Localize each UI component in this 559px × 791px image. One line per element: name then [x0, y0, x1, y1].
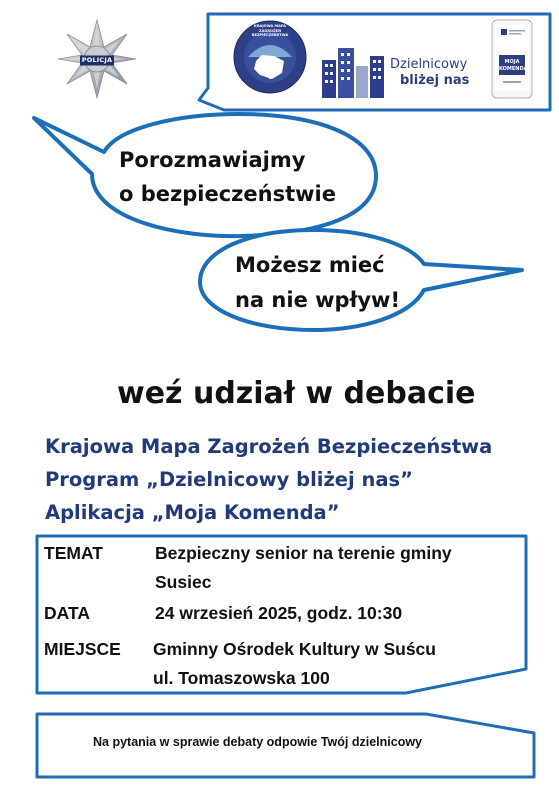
police-logo — [56, 18, 138, 100]
date-label: DATA — [44, 603, 91, 623]
program-item: Krajowa Mapa Zagrożeń Bezpieczeństwa — [45, 435, 493, 458]
bubble1-line2: o bezpieczeństwie — [119, 182, 336, 206]
city-buildings-icon — [320, 44, 386, 98]
app-label-line2: KOMENDA — [499, 66, 528, 72]
bubble2-line1: Możesz mieć — [235, 253, 385, 277]
dzielnicowy-logo — [320, 44, 484, 98]
bubble1-line1: Porozmawiajmy — [119, 148, 306, 172]
program-item: Program „Dzielnicowy bliżej nas” — [45, 468, 413, 491]
bubble2-line2: na nie wpływ! — [235, 288, 401, 312]
topic-value-line2: Susiec — [155, 572, 212, 592]
moja-komenda-app — [491, 19, 533, 99]
program-item: Aplikacja „Moja Komenda” — [45, 501, 340, 524]
kmzb-badge-text: KRAJOWA MAPA ZAGROŻEŃ BEZPIECZEŃSTWA — [251, 24, 289, 37]
kmzb-logo — [232, 19, 308, 95]
topic-label: TEMAT — [44, 543, 103, 563]
dzielnicowy-line1: Dzielnicowy — [390, 57, 468, 72]
topic-value-line1: Bezpieczny senior na terenie gminy — [155, 543, 452, 563]
place-value-line1: Gminny Ośrodek Kultury w Suścu — [153, 639, 436, 659]
place-label: MIEJSCE — [44, 639, 121, 659]
dzielnicowy-line2: bliżej nas — [400, 73, 470, 88]
footer-text: Na pytania w sprawie debaty odpowie Twój dzielnicowy — [93, 735, 422, 749]
date-value: 24 wrzesień 2025, godz. 10:30 — [155, 603, 403, 623]
app-label-line1: MOJA — [504, 59, 520, 65]
headline: weź udział w debacie — [117, 376, 476, 411]
programs-list — [45, 430, 492, 529]
police-logo-label: POLICJA — [81, 56, 113, 64]
place-value-line2: ul. Tomaszowska 100 — [153, 668, 330, 688]
